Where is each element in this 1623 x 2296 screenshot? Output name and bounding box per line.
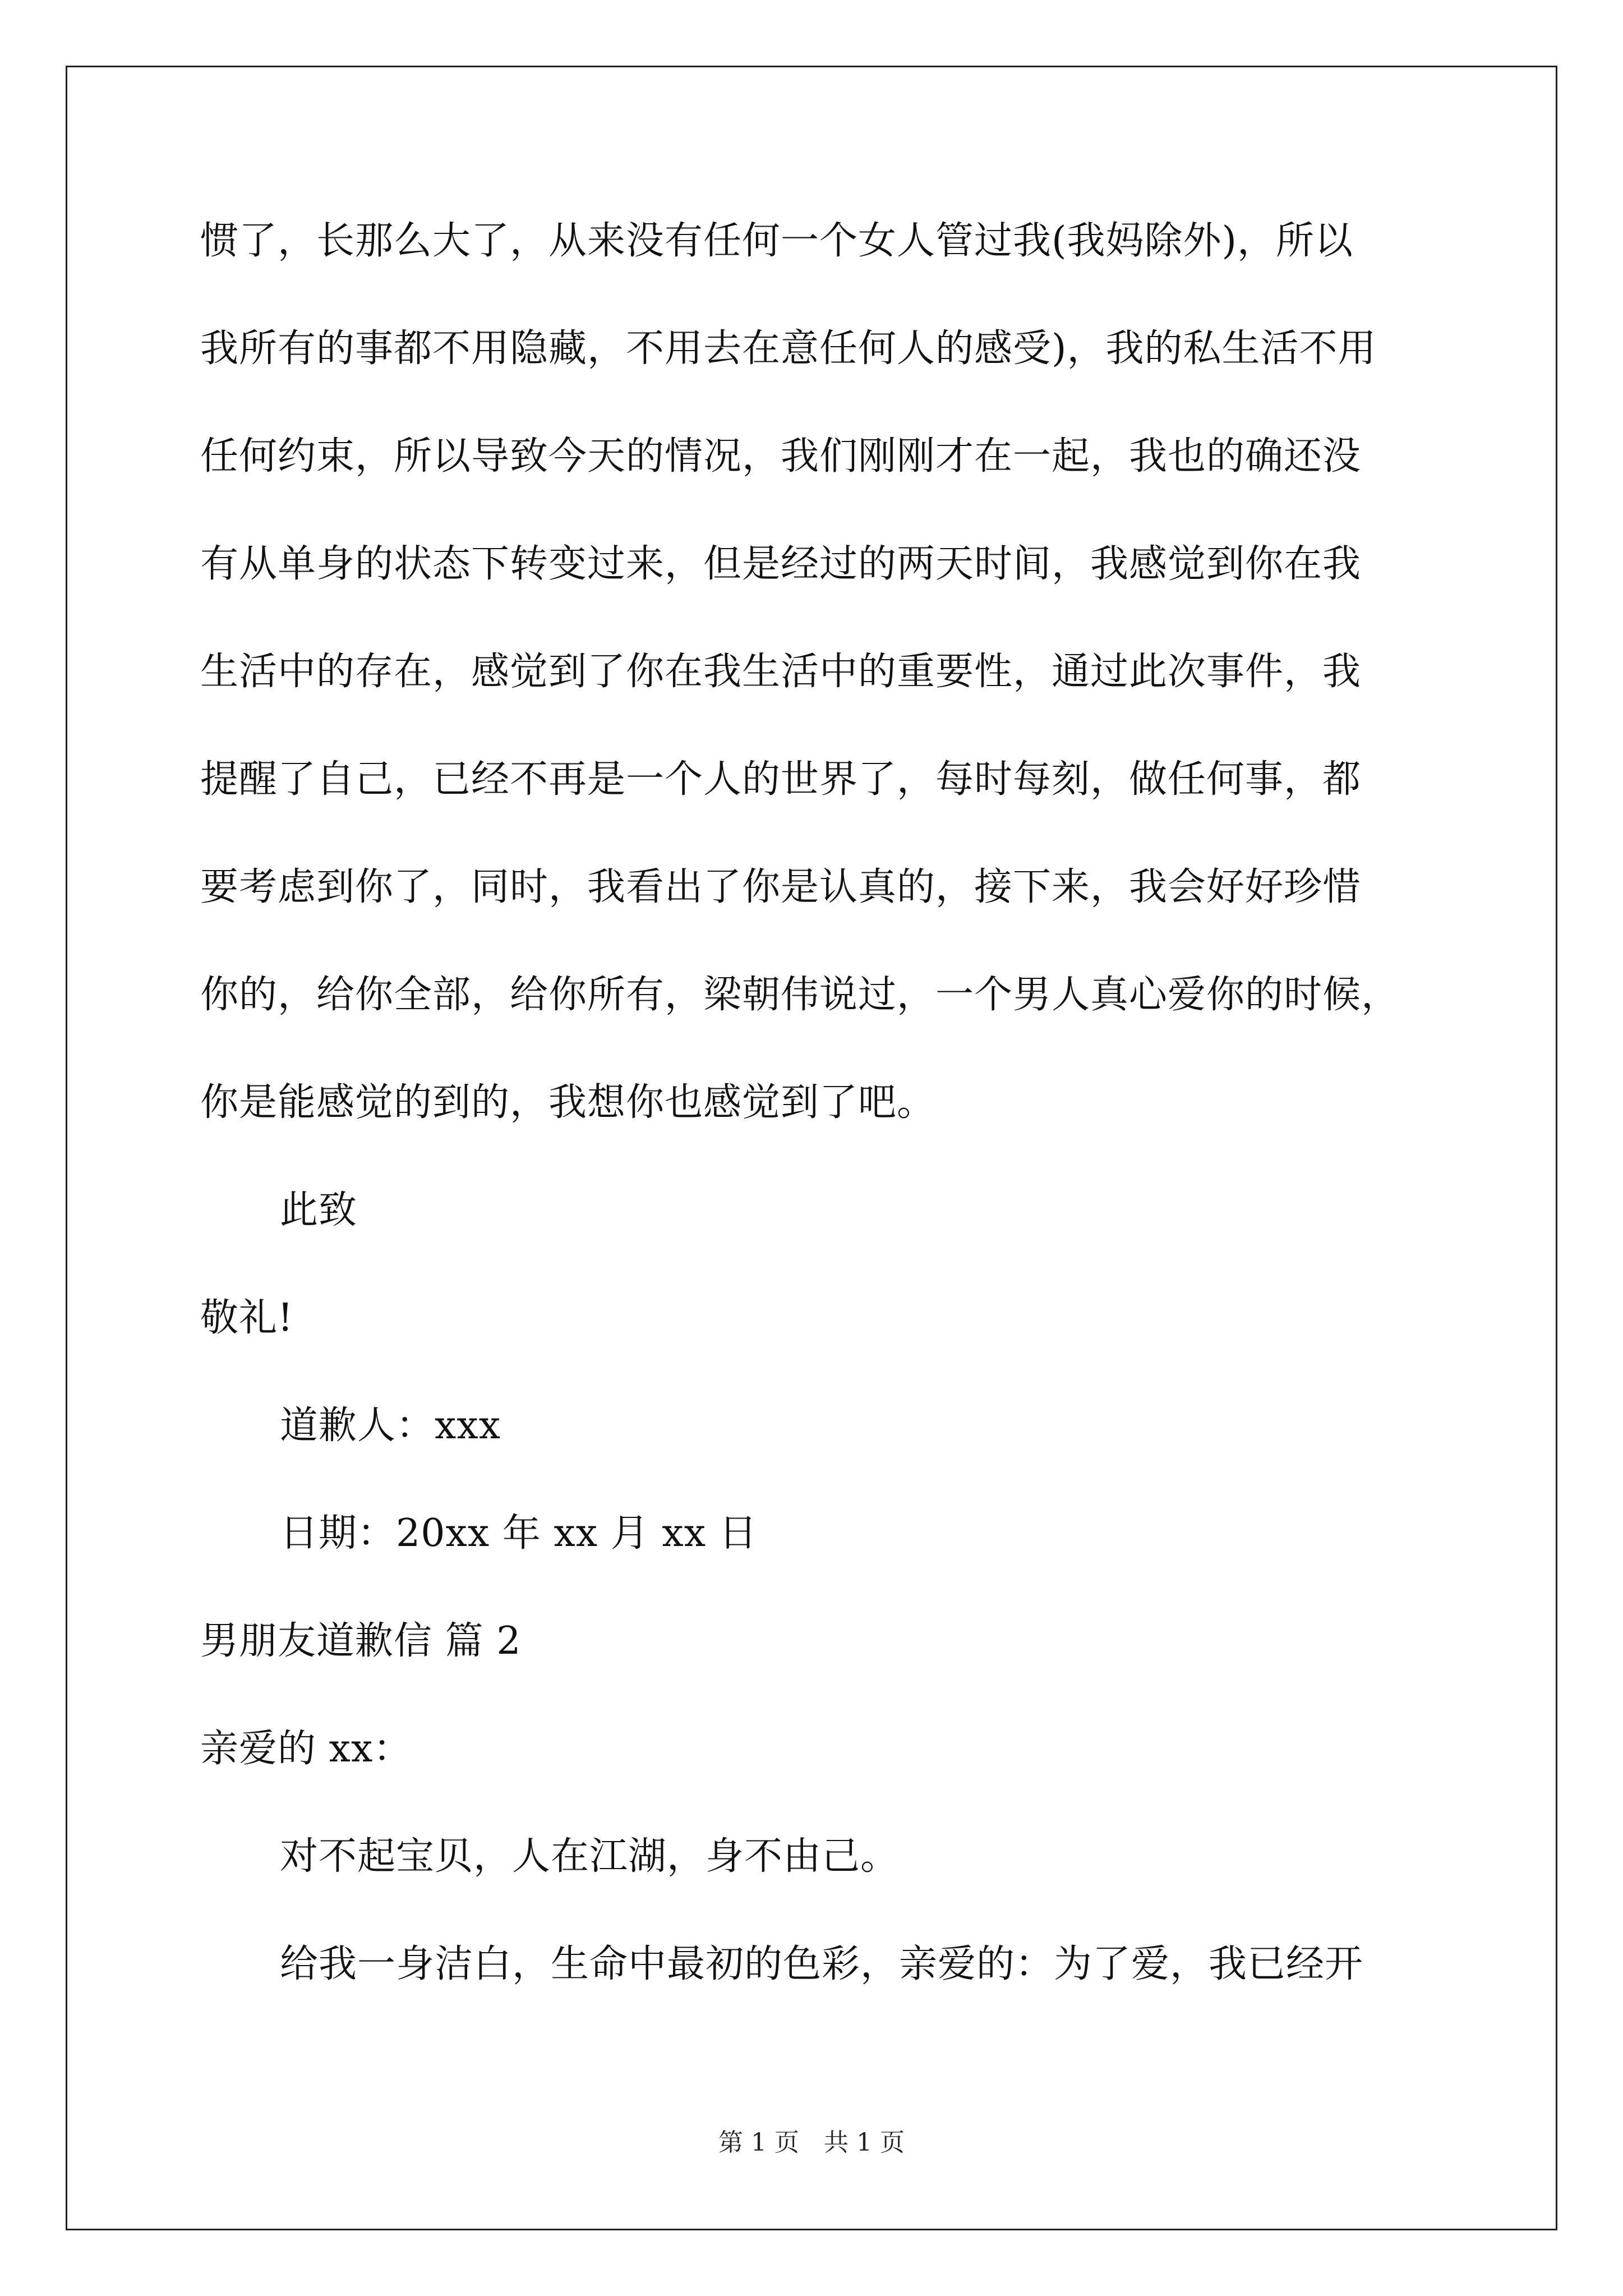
body-line-3: 任何约束，所以导致今天的情况，我们刚刚才在一起，我也的确还没 (200, 434, 1362, 478)
signer-text: 道歉人：xxx (280, 1404, 501, 1448)
paragraph-2: 给我一身洁白，生命中最初的色彩，亲爱的：为了爱，我已经开 (280, 1942, 1364, 1986)
body-line-1: 惯了，长那么大了，从来没有任何一个女人管过我(我妈除外)，所以 (200, 219, 1354, 263)
body-line-9: 你是能感觉的到的，我想你也感觉到了吧。 (200, 1080, 936, 1125)
date-text: 日期：20xx 年 xx 月 xx 日 (280, 1511, 758, 1556)
body-line-6: 提醒了自己，已经不再是一个人的世界了，每时每刻，做任何事，都 (200, 757, 1362, 802)
closing-text: 此致 (280, 1188, 358, 1232)
body-line-2: 我所有的事都不用隐藏，不用去在意任何人的感受)，我的私生活不用 (200, 326, 1377, 371)
paragraph-1: 对不起宝贝，人在江湖，身不由己。 (280, 1834, 900, 1879)
body-line-5: 生活中的存在，感觉到了你在我生活中的重要性，通过此次事件，我 (200, 650, 1362, 694)
section-title: 男朋友道歉信 篇 2 (200, 1619, 522, 1663)
greeting-text: 亲爱的 xx： (200, 1727, 412, 1771)
page-footer: 第 1 页 共 1 页 (718, 2128, 905, 2157)
salute-text: 敬礼! (200, 1296, 294, 1340)
page-border (66, 66, 1557, 2230)
body-line-8: 你的，给你全部，给你所有，梁朝伟说过，一个男人真心爱你的时候， (200, 973, 1400, 1017)
body-line-7: 要考虑到你了，同时，我看出了你是认真的，接下来，我会好好珍惜 (200, 865, 1362, 909)
body-line-4: 有从单身的状态下转变过来，但是经过的两天时间，我感觉到你在我 (200, 542, 1362, 586)
